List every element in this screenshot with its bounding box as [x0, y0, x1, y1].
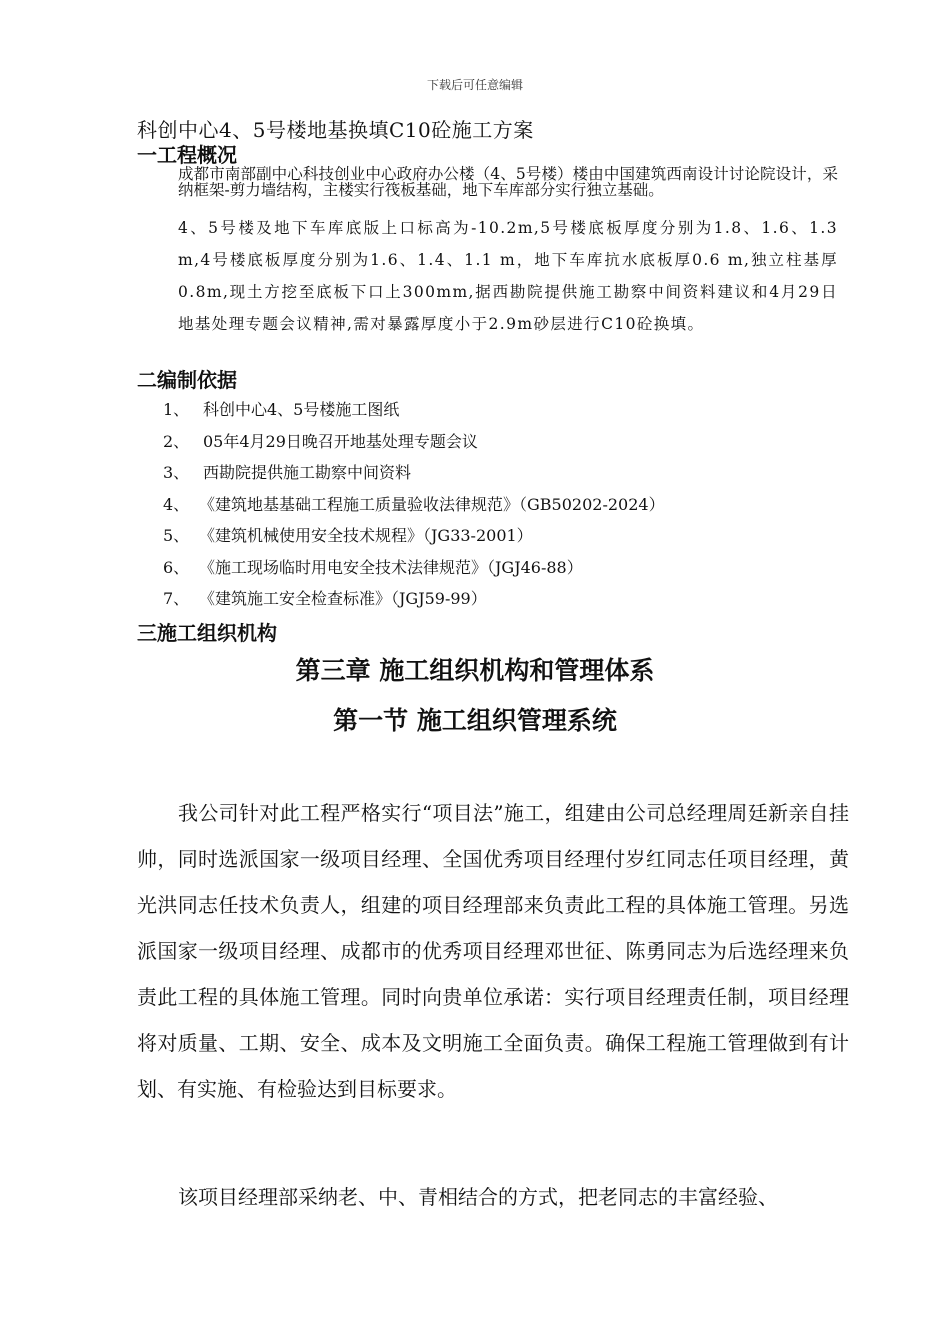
list-item-number: 6、: [163, 557, 190, 577]
chapter-title: 第三章 施工组织机构和管理体系: [295, 656, 655, 685]
overview-paragraph-1: 成都市南部副中心科技创业中心政府办公楼（4、5号楼）楼由中国建筑西南设计讨论院设计，采纳框架-剪力墙结构，主楼实行筏板基础，地下车库部分实行独立基础。: [178, 165, 838, 199]
list-item: [163, 520, 665, 552]
list-item-text: 西勘院提供施工勘察中间资料: [203, 463, 412, 482]
list-item: [163, 394, 665, 426]
list-item: [163, 583, 665, 615]
list-item-text: 《建筑施工安全检查标准》（JGJ59-99）: [199, 589, 487, 608]
section-heading-basis: 二编制依据: [137, 368, 237, 392]
list-item-text: 《建筑地基基础工程施工质量验收法律规范》（GB50202-2024）: [199, 494, 665, 514]
section-heading-overview: 一工程概况: [137, 143, 237, 167]
list-item: [163, 489, 665, 521]
section-heading-organization: 三施工组织机构: [137, 621, 277, 645]
body-paragraph-2: 该项目经理部采纳老、中、青相结合的方式，把老同志的丰富经验、: [178, 1185, 778, 1209]
list-item-number: 7、: [163, 589, 190, 608]
list-item: [163, 457, 665, 489]
list-item: [163, 552, 665, 584]
list-item-text: 《建筑机械使用安全技术规程》（JG33-2001）: [199, 526, 533, 545]
section-title: 第一节 施工组织管理系统: [333, 706, 617, 735]
basis-list: [163, 394, 665, 615]
list-item-number: 4、: [163, 494, 190, 514]
list-item-text: 《施工现场临时用电安全技术法律规范》（JGJ46-88）: [199, 557, 583, 577]
list-item-number: 5、: [163, 526, 190, 545]
list-item-number: 3、: [163, 463, 190, 482]
list-item: [163, 426, 665, 458]
list-item-number: 1、: [163, 400, 190, 419]
document-title: 科创中心4、5号楼地基换填C10砼施工方案: [137, 118, 534, 142]
body-paragraph-1: 我公司针对此工程严格实行“项目法”施工，组建由公司总经理周廷新亲自挂帅，同时选派国家一级项目经理、全国优秀项目经理付岁红同志任项目经理，黄光洪同志任技术负责人，组建的项目经理部来负责此工程的具体施工管理。另选派国家一级项目经理、成都市的优秀项目经理邓世征、陈勇同志为后选经理来负责此工程的具体施工管理。同时向贵单位承诺：实行项目经理责任制，项目经理将对质量、工期、安全、成本及文明施工全面负责。确保工程施工管理做到有计划、有实施、有检验达到目标要求。: [137, 801, 849, 1101]
list-item-text: 科创中心4、5号楼施工图纸: [203, 400, 400, 419]
header-note: 下载后可任意编辑: [426, 78, 523, 92]
list-item-number: 2、: [163, 431, 190, 451]
list-item-text: 05年4月29日晚召开地基处理专题会议: [203, 431, 478, 451]
overview-paragraph-2: 4、5号楼及地下车库底版上口标高为-10.2m,5号楼底板厚度分别为1.8、1.6、1.3 m,4号楼底板厚度分别为1.6、1.4、1.1 m，地下车库抗水底板厚0.6 m,独立柱基厚0.8m,现土方挖至底板下口上300mm,据西勘院提供施工勘察中间资料建议和4月29日地基处理专题会议精神,需对暴露厚度小于2.9m砂层进行C10砼换填。: [178, 219, 838, 333]
